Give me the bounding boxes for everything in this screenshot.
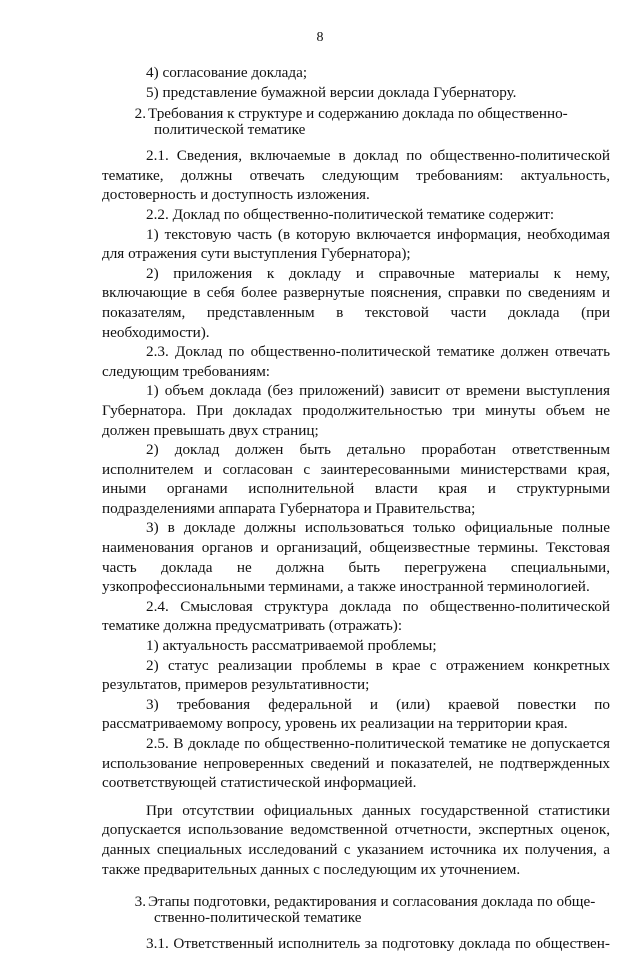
list-item: 5) представление бумажной версии доклада Губернатору. <box>146 83 517 101</box>
list-item: 1) текстовую часть (в которую включается информация, необходимая для отражения сути выступления Губернатора); <box>102 225 610 263</box>
document-body <box>102 63 610 954</box>
paragraph: 2.3. Доклад по общественно-политической тематике должен отвечать следующим требованиям: <box>102 343 610 380</box>
paragraph: При отсутствии официальных данных государственной статистики допускается использование ведомственной отчетности, экспертных оценок, данных специальных исследований с указанием источника их получения, а также предварительных данных с последующим их уточнением. <box>102 801 610 878</box>
list-item: 2) статус реализации проблемы в крае с отражением конкретных результатов, примеров результативности; <box>102 656 610 694</box>
page-number: 8 <box>316 30 324 45</box>
section-2-heading <box>102 106 610 138</box>
list-item: 3) в докладе должны использоваться только официальные полные наименования органов и организаций, общеизвестные термины. Текстовая часть доклада не должна быть перегружена специальными, узкопрофессиональными терминами, а также иностранной терминологией. <box>102 519 610 596</box>
paragraph: 2.5. В докладе по общественно-политической тематике не допускается использование непроверенных сведений и показателей, не подтвержденных соответствующей статистической информацией. <box>102 735 610 792</box>
paragraph: 2.1. Сведения, включаемые в доклад по общественно-политической тематике, должны отвечать следующим требованиям: актуальность, достоверность и доступность изложения. <box>102 147 610 204</box>
paragraph: 2.2. Доклад по общественно-политической тематике содержит: <box>146 205 555 223</box>
section-3-number: 3. <box>134 893 146 911</box>
list-item: 2) доклад должен быть детально проработан ответственным исполнителем и согласован с заинтересованными министерствами края, иными органами исполнительной власти края и структурными подразделениями аппарата Губернатора и Правительства; <box>102 441 610 517</box>
list-item: 2) приложения к докладу и справочные материалы к нему, включающие в себя более развернутые пояснения, справки по сведениям и показателям, представленным в текстовой части доклада (при необходимости). <box>102 264 610 341</box>
paragraph: 3.1. Ответственный исполнитель за подготовку доклада по обществен- <box>146 935 610 953</box>
section-3-title-line1: Этапы подготовки, редактирования и согласования доклада по обще- <box>148 893 596 911</box>
section-2-number: 2. <box>134 105 146 123</box>
section-2-title-line2: политической тематике <box>154 121 306 139</box>
list-item: 3) требования федеральной и (или) краевой повестки по рассматриваемому вопросу, уровень их реализации на территории края. <box>102 695 610 733</box>
section-3-heading <box>102 894 610 926</box>
list-item: 1) актуальность рассматриваемой проблемы; <box>146 637 437 655</box>
section-3-title-line2: ственно-политической тематике <box>154 909 362 927</box>
list-item: 1) объем доклада (без приложений) зависит от времени выступления Губернатора. При докладах продолжительностью три минуты объем не должен превышать двух страниц; <box>102 382 610 439</box>
section-2-title-line1: Требования к структуре и содержанию доклада по общественно- <box>148 105 568 123</box>
paragraph: 2.4. Смысловая структура доклада по общественно-политической тематике должна предусматривать (отражать): <box>102 597 610 635</box>
list-item: 4) согласование доклада; <box>146 64 308 81</box>
